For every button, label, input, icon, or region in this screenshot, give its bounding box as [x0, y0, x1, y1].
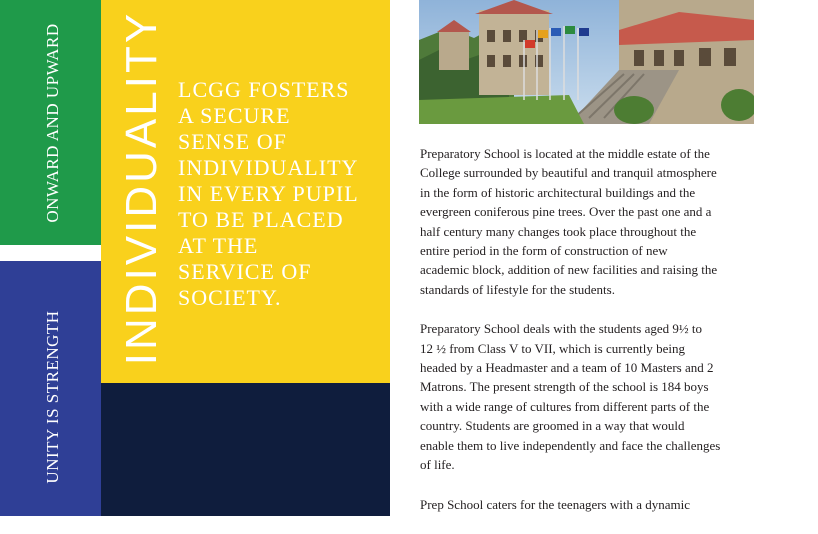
quote-line: SENSE OF — [178, 129, 287, 154]
text-line: Preparatory School deals with the students aged 9½ to — [420, 321, 702, 337]
band-separator — [0, 245, 101, 261]
text-line: half century many changes took place throughout the — [420, 223, 697, 239]
quote-line: IN EVERY PUPIL — [178, 181, 359, 206]
motto-onward-and-upward: ONWARD AND UPWARD — [43, 23, 62, 223]
paragraph-location — [420, 144, 765, 299]
feature-quote — [178, 77, 388, 311]
text-line: enable them to live independently and face the challenges — [420, 437, 721, 453]
paragraph-students — [420, 319, 765, 474]
quote-line: SERVICE OF — [178, 259, 312, 284]
text-line: in the form of historic architectural buildings and the — [420, 184, 696, 200]
text-line: headed by a Headmaster and a team of 10 Masters and 2 — [420, 360, 714, 376]
text-line: academic block, addition of new facilities and raising the — [420, 262, 718, 278]
motto-unity-is-strength: UNITY IS STRENGTH — [43, 310, 62, 484]
quote-line: INDIVIDUALITY — [178, 155, 359, 180]
quote-line: SOCIETY. — [178, 285, 282, 310]
quote-line: AT THE — [178, 233, 259, 258]
text-line: of life. — [420, 457, 455, 473]
text-line: 12 ½ from Class V to VII, which is currently being — [420, 340, 686, 356]
paragraph-teenagers — [420, 495, 765, 514]
text-line: College surrounded by beautiful and tranquil atmosphere — [420, 165, 717, 181]
individuality-vertical-heading: INDIVIDUALITY — [117, 10, 166, 366]
text-line: standards of lifestyle for the students. — [420, 281, 615, 297]
college-campus-photo — [419, 0, 754, 124]
text-line: Matrons. The present strength of the school is 184 boys — [420, 379, 709, 395]
quote-line: LCGG FOSTERS — [178, 77, 350, 102]
quote-line: A SECURE — [178, 103, 291, 128]
text-line: country. Students are groomed in a way that would — [420, 418, 685, 434]
text-line: entire period in the form of construction of new — [420, 243, 668, 259]
text-line: with a wide range of cultures from different parts of the — [420, 398, 710, 414]
campus-photo-illustration — [419, 0, 754, 124]
quote-line: TO BE PLACED — [178, 207, 344, 232]
text-line: Preparatory School is located at the middle estate of the — [420, 146, 710, 161]
navy-footer-panel — [101, 383, 390, 516]
text-line: Prep School caters for the teenagers with a dynamic — [420, 496, 691, 512]
text-line: evergreen coniferous pine trees. Over the past one and a — [420, 204, 712, 220]
article-body — [420, 144, 765, 534]
